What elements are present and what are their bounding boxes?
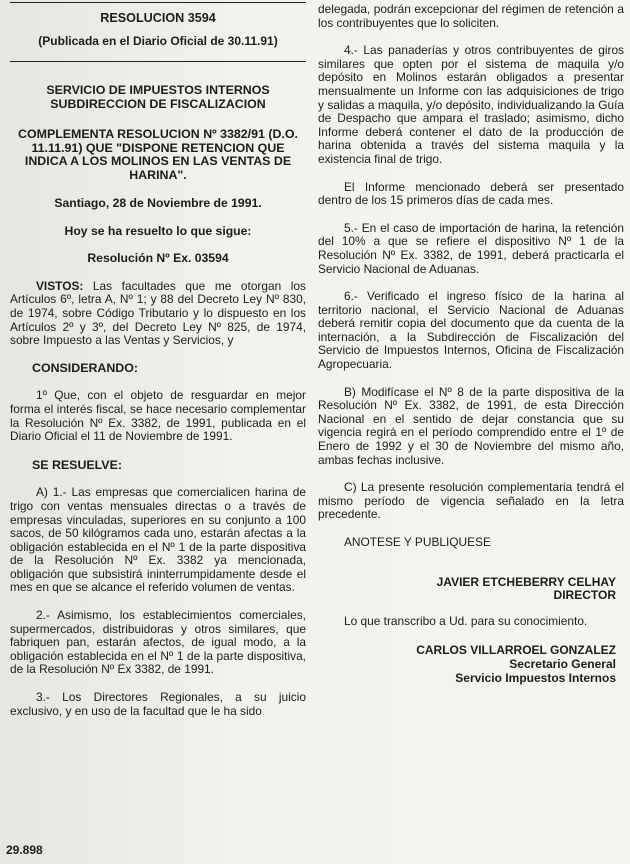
considerando-heading: CONSIDERANDO: bbox=[32, 360, 139, 375]
paragraph-c: C) La presente resolución complementaria tendrá el mismo período de vigencia señalado en la letra precedente. bbox=[318, 480, 624, 522]
place-date: Santiago, 28 de Noviembre de 1991. bbox=[54, 196, 262, 210]
se-resuelve-heading: SE RESUELVE: bbox=[32, 457, 122, 472]
service-line-1: SERVICIO DE IMPUESTOS INTERNOS bbox=[46, 83, 270, 98]
publication-note: (Publicada en el Diario Oficial de 30.11.91) bbox=[38, 33, 278, 48]
continued-paragraph: delegada, podrán excepcionar del régimen de retención a los contribuyentes que lo soliciten. bbox=[318, 2, 624, 30]
service-line-2: SUBDIRECCION DE FISCALIZACION bbox=[50, 96, 266, 111]
director-name: JAVIER ETCHEBERRY CELHAY bbox=[436, 574, 616, 589]
considerando-paragraph: 1º Que, con el objeto de resguardar en mejor forma el interés fiscal, se hace necesario complementar la Resolución Nº Ex. 3382, de 1991, publicada en el Diario Oficial el 11 de Noviembre de 1991. bbox=[10, 388, 306, 444]
paragraph-b: B) Modifícase el Nº 8 de la parte dispositiva de la Resolución Nº Ex. 3382, de 1991, de esta Dirección Nacional en el sentido de dejar constancia que su vigencia regirá en el período comprendido entre el 1º de Enero de 1992 y el 30 de Noviembre del mismo año, ambas fechas inclusive. bbox=[318, 384, 624, 467]
vistos-paragraph bbox=[10, 280, 306, 348]
transcribe-line: Lo que transcribo a Ud. para su conocimiento. bbox=[344, 613, 588, 628]
page-number: 29.898 bbox=[6, 843, 43, 857]
left-column bbox=[10, 0, 306, 864]
paragraph-6: 6.- Verificado el ingreso físico de la harina al territorio nacional, el Servicio Nacional de Aduanas deberá remitir copia del documento que da cuenta de la internación, a la Subdirección de Fiscalización del Servicio de Impuestos Internos, Oficina de Fiscalización Agropecuaria. bbox=[318, 289, 624, 372]
paragraph-a1: A) 1.- Las empresas que comercialicen harina de trigo con ventas mensuales directas o a través de empresas vinculadas, superiores en su conjunto a 100 sacos, de 50 kilógramos cada uno, estarán afectas a la obligación establecida en el Nº 1 de la parte dispositiva de la Resolución Nº Ex. 3382 ya mencionada, obligación que subsistirá ininterrumpidamente desde el mes en que se alcance el referido volumen de ventas. bbox=[10, 485, 306, 595]
secretary-title: Secretario General bbox=[509, 656, 616, 671]
resolution-title: RESOLUCION 3594 bbox=[100, 11, 216, 25]
director-title: DIRECTOR bbox=[553, 588, 616, 603]
right-column bbox=[318, 0, 624, 864]
resolution-subject: COMPLEMENTA RESOLUCION Nº 3382/91 (D.O. 11.11.91) QUE "DISPONE RETENCION QUE INDICA A LOS MOLINOS EN LAS VENTAS DE HARINA". bbox=[18, 127, 298, 182]
paragraph-a3: 3.- Los Directores Regionales, a su juicio exclusivo, y en uso de la facultad que le ha sido bbox=[10, 690, 306, 718]
paragraph-4: 4.- Las panaderías y otros contribuyentes de giros similares que opten por el sistema de maquila y/o depósito en Molinos estarán obligados a presentar mensualmente un Informe con las adquisiciones de trigo y salidas a maquila, y/o depósito, individualizando la Guía de Despacho que ampara el traslado; asimismo, dicho Informe deberá contener el dato de la producción de harina obtenida a través del sistema maquila y la existencia final de trigo. bbox=[318, 43, 624, 166]
paragraph-4b: El Informe mencionado deberá ser presentado dentro de los 15 primeros días de cada mes. bbox=[318, 179, 624, 208]
anotese-line: ANOTESE Y PUBLIQUESE bbox=[344, 535, 491, 549]
paragraph-a2: 2.- Asimismo, los establecimientos comerciales, supermercados, distribuidoras y otros similares, que fabriquen pan, estarán afectos, de igual modo, a la obligación establecida en el Nº 1 de la parte dispositiva, de la Resolución Nº Ex 3382, de 1991. bbox=[10, 608, 306, 677]
signature-secretary bbox=[318, 644, 624, 685]
service-name bbox=[10, 84, 306, 111]
vistos-text: Las facultades que me otorgan los Artículos 6º, letra A, Nº 1; y 88 del Decreto Ley Nº 830, de 1974, sobre Código Tributario y lo dispuesto en los Artículos 2º y 3º, del Decreto Ley Nº 825, de 1974, sobre Impuesto a las Ventas y Servicios, y bbox=[10, 278, 306, 348]
signature-director bbox=[318, 576, 624, 603]
paragraph-5: 5.- En el caso de importación de harina, la retención del 10% a que se refiere el dispositivo Nº 1 de la Resolución Nº Ex. 3382, de 1991, deberá practicarla el Servicio Nacional de Aduanas. bbox=[318, 220, 624, 276]
secretary-org: Servicio Impuestos Internos bbox=[455, 670, 616, 685]
resolution-number: Resolución Nº Ex. 03594 bbox=[87, 251, 229, 266]
resolved-line: Hoy se ha resuelto lo que sigue: bbox=[64, 223, 252, 238]
secretary-name: CARLOS VILLARROEL GONZALEZ bbox=[416, 643, 616, 658]
vistos-label: VISTOS: bbox=[36, 278, 84, 293]
